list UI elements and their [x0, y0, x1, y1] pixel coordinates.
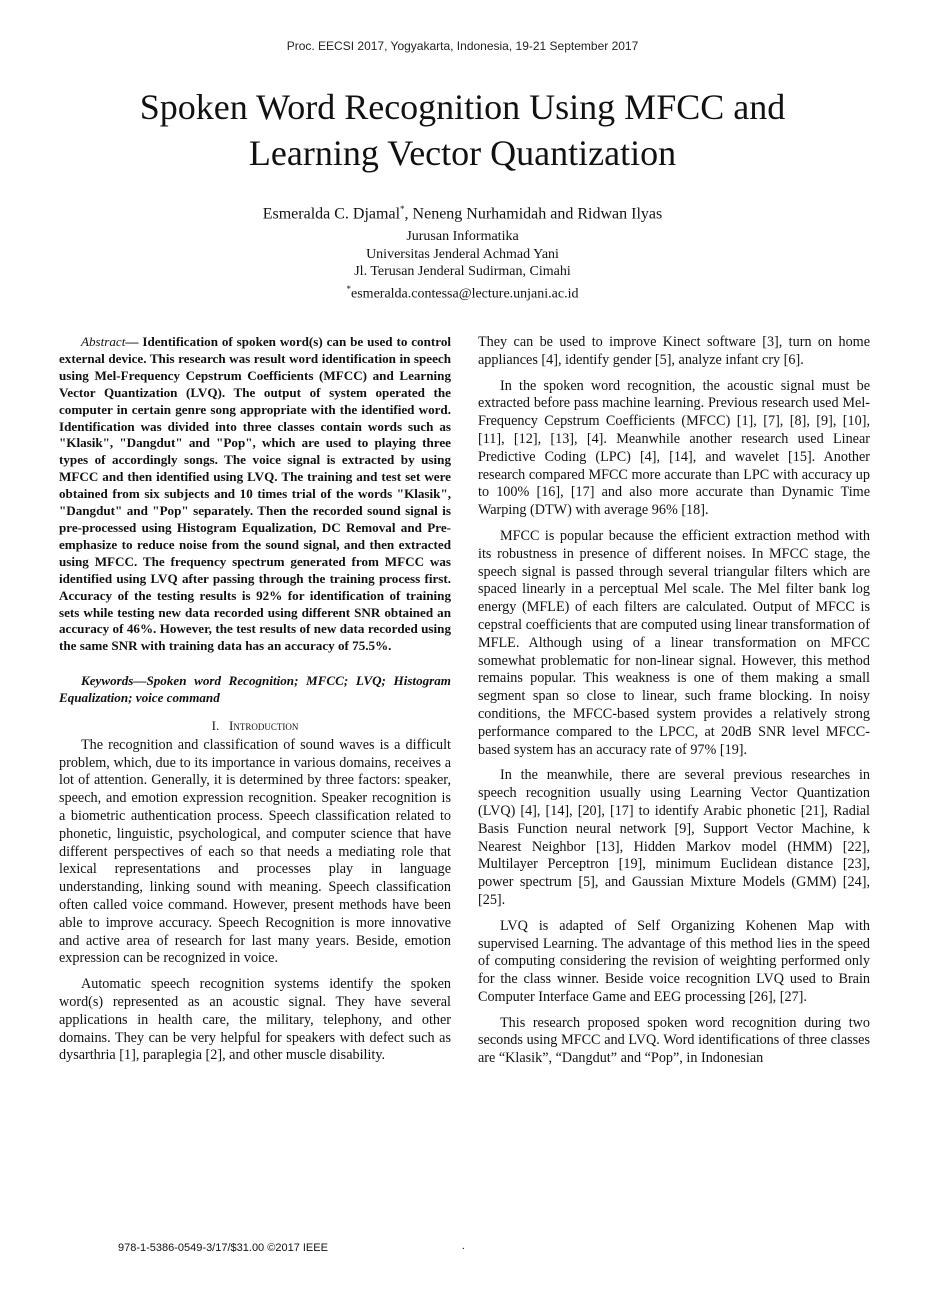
- affil-address: Jl. Terusan Jenderal Sudirman, Cimahi: [354, 264, 571, 279]
- paragraph: LVQ is adapted of Self Organizing Kohenen Map with supervised Learning. The advantage of this method lies in the speed of computing considering the revision of weighting performed only for the class winner. Beside voice recognition LVQ used to Brain Computer Interface Game and EEG processing [26], [27].: [478, 917, 870, 1005]
- footer-dot: .: [462, 1240, 465, 1252]
- paper-title: [0, 84, 925, 176]
- abstract-text: Identification of spoken word(s) can be used to control external device. This research was result word identification in speech using Mel-Frequency Cepstrum Coefficients (MFCC) and Learning Vector Quantization (LVQ). The output of system operated the computer in certain genre song appropriate with the identified word. Identification was divided into three classes contain words such as "Klasik", "Dangdut" and "Pop", which are used to playing three types of accordingly songs. The voice signal is extracted by using MFCC and then identified using LVQ. The training and test set were obtained from six subjects and 10 times trial of the words "Klasik", "Dangdut" and "Pop" separately. Then the recorded sound signal is pre-processed using Histogram Equalization, DC Removal and Pre-emphasize to reduce noise from the sound signal, and then extracted using MFCC. The frequency spectrum generated from MFCC was identified using LVQ after passing through the training process first. Accuracy of the testing results is 92% for identification of training sets while testing new data recorded using different SNR obtained an accuracy of 46%. However, the test results of new data recorded using the same SNR with training data has an accuracy of 75.5%.: [59, 334, 451, 654]
- copyright-footer: 978-1-5386-0549-3/17/$31.00 ©2017 IEEE: [118, 1242, 328, 1254]
- paragraph: The recognition and classification of sound waves is a difficult problem, which, due to its importance in various domains, receives a lot of attention. Generally, it is determined by three factors: speaker, speech, and emotion expression recognition. Speaker recognition is a biometric authentication process. Speech classification related to phonetic, linguistic, psychological, and computer science that have different perspectives of each so that needs a mediating role that lexical representations and processes play in language understanding, linking sound with meaning. Speech classification often called voice command. However, present methods have been able to improve accuracy. Speech Recognition is more innovative and active area of research for last many years. Beside, emotion expression can be recognized in voice.: [59, 736, 451, 967]
- author-rest: , Neneng Nurhamidah and Ridwan Ilyas: [404, 205, 663, 223]
- section-title: Introduction: [229, 718, 299, 734]
- right-column: [478, 334, 870, 1076]
- paragraph: In the spoken word recognition, the acoustic signal must be extracted before pass machine learning. Previous research used Mel-Frequency Cepstrum Coefficients (MFCC) [1], [7], [8], [9], [10], [11], [12], [13], [4]. Meanwhile another research used Linear Predictive Coding (LPC) [4], [14], and wavelet [15]. Another research compared MFCC more accurate than LPC with accuracy up to 100% [16], [17] and also more accurate than Dynamic Time Warping (DTW) with average 96% [18].: [478, 377, 870, 519]
- section-number: I.: [211, 718, 220, 734]
- paragraph: Automatic speech recognition systems identify the spoken word(s) represented as an acoustic signal. They have several applications in health care, the military, telephony, and other domains. They can be very helpful for speakers with defect such as dysarthria [1], paraplegia [2], and other muscle disability.: [59, 976, 451, 1064]
- affiliation: [0, 228, 925, 303]
- affil-univ: Universitas Jenderal Achmad Yani: [366, 246, 559, 262]
- title-line-1: Spoken Word Recognition Using MFCC and: [139, 87, 786, 127]
- paragraph: This research proposed spoken word recognition during two seconds using MFCC and LVQ. Word identifications of three classes are “Klasik”, “Dangdut” and “Pop”, in Indonesian: [478, 1014, 870, 1067]
- affil-email-line: [0, 281, 925, 303]
- affil-email: esmeralda.contessa@lecture.unjani.ac.id: [351, 286, 579, 302]
- running-header: Proc. EECSI 2017, Yogyakarta, Indonesia, 19-21 September 2017: [286, 39, 639, 53]
- affil-dept: Jurusan Informatika: [406, 229, 519, 244]
- keywords: Keywords—Spoken word Recognition; MFCC; LVQ; Histogram Equalization; voice command: [59, 673, 451, 706]
- email-mark: *: [346, 283, 352, 294]
- author-first: Esmeralda C. Djamal: [262, 205, 401, 223]
- abstract-dash: —: [125, 334, 139, 349]
- paragraph: MFCC is popular because the efficient extraction method with its robustness in presence of different noises. In MFCC stage, the speech signal is passed through several triangular filters which are spaced linearly in a perceptual Mel scale. The Mel filter bank log energy (MFLE) of each filters are calculated. Output of MFCC is cepstral coefficients that are computed using linear transformation of MFLE. Although using of a linear transformation on MFCC somewhat problematic for non-linear signal. However, this method remains popular. This weakness is one of them making a small segment span so close to linear, such frame blocking. In noisy conditions, the MFCC-based system provides a relatively strong performance compared to the LPCC, at 20dB SNR level MFCC-based system has an accuracy rate of 97% [19].: [478, 527, 870, 758]
- abstract-label: Abstract: [81, 334, 126, 349]
- left-column: [59, 334, 451, 1073]
- title-line-2: Learning Vector Quantization: [248, 133, 677, 173]
- authors: [0, 204, 925, 223]
- author-mark: *: [400, 204, 405, 214]
- abstract: [59, 334, 451, 655]
- paragraph: They can be used to improve Kinect software [3], turn on home appliances [4], identify gender [5], analyze infant cry [6].: [478, 334, 870, 368]
- section-heading-introduction: [59, 717, 451, 735]
- paragraph: In the meanwhile, there are several previous researches in speech recognition usually using Learning Vector Quantization (LVQ) [4], [14], [20], [17] to identify Arabic phonetic [21], Radial Basis Function neural network [9], Support Vector Machine, k Nearest Neighbor [13], Hidden Markov model (HMM) [22], Multilayer Perceptron [19], minimum Euclidean distance [23], power spectrum [5], and Gaussian Mixture Models (GMM) [24], [25].: [478, 767, 870, 908]
